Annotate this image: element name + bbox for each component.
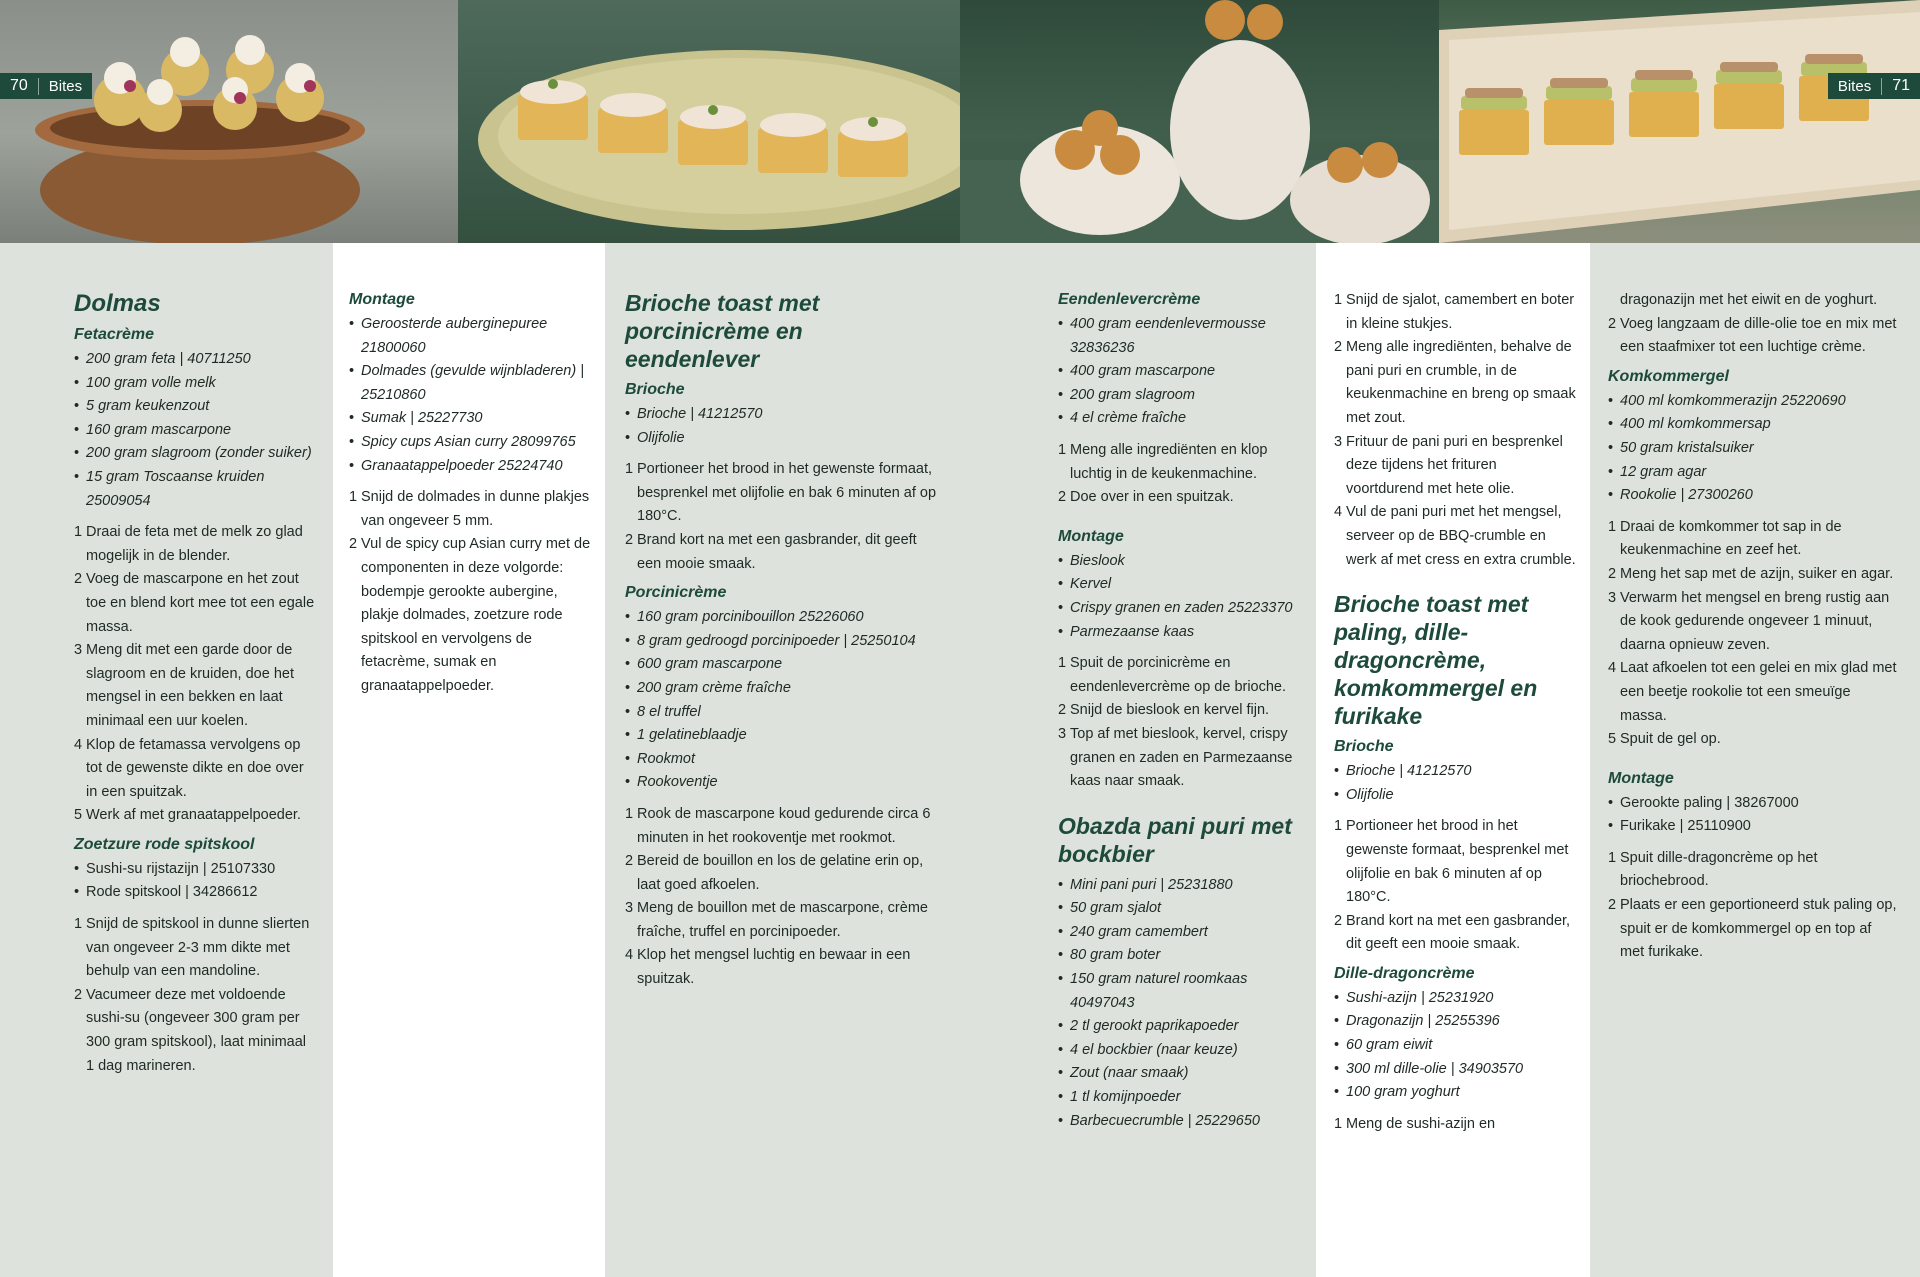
- section-label-left: Bites: [38, 78, 92, 95]
- step-item: 1 Spuit de porcinicrème en eendenlevercrème op de brioche.: [1058, 655, 1287, 695]
- ingredients-montage-porcini: [1058, 550, 1306, 644]
- step-item: 2 Snijd de bieslook en kervel fijn.: [1058, 702, 1270, 719]
- step-item: 3 Meng de bouillon met de mascarpone, crème fraîche, truffel en porcinipoeder.: [625, 900, 928, 940]
- list-item: • 240 gram camembert: [1058, 921, 1306, 945]
- step-item: 1 Meng de sushi-azijn en: [1334, 1115, 1496, 1132]
- photo-strip: [0, 0, 1920, 243]
- list-item: • Brioche | 41212570: [625, 403, 940, 427]
- step-item: 3 Meng dit met een garde door de slagroom en de kruiden, doe het mengsel in een bekken en laat minimaal een uur koelen.: [74, 642, 294, 729]
- list-item: • Furikake | 25110900: [1608, 815, 1898, 839]
- step-item: 4 Klop de fetamassa vervolgens op tot de gewenste dikte en doe over in een spuitzak.: [74, 736, 304, 800]
- list-item: • 200 gram feta | 40711250: [74, 348, 315, 372]
- list-item: • Sushi-su rijstazijn | 25107330: [74, 858, 315, 882]
- list-item: • Zout (naar smaak): [1058, 1062, 1306, 1086]
- step-item: 4 Klop het mengsel luchtig en bewaar in een spuitzak.: [625, 947, 911, 988]
- list-item: • Olijfolie: [1334, 784, 1578, 808]
- steps-montage-porcini: [1058, 652, 1306, 794]
- brioche-porcini-photo-illustration: [458, 0, 960, 243]
- step-item: 2 Vacumeer deze met voldoende sushi-su (ongeveer 300 gram per 300 gram spitskool), laat minimaal 1 dag marineren.: [74, 986, 307, 1074]
- step-item: 2 Brand kort na met een gasbrander, dit geeft een mooie smaak.: [625, 531, 917, 572]
- steps-spitskool: [74, 913, 315, 1078]
- heading-brioche-paling: Brioche: [1334, 738, 1394, 756]
- list-item: • 400 gram eendenlevermousse 32836236: [1058, 313, 1306, 360]
- heading-spitskool: Zoetzure rode spitskool: [74, 835, 255, 853]
- steps-porcinicreme: [625, 803, 940, 992]
- list-item: • Dolmades (gevulde wijnbladeren) | 25210860: [349, 360, 591, 407]
- ingredients-fetacreme: [74, 348, 315, 513]
- photo-dolmas: [0, 0, 458, 243]
- list-item: • 400 ml komkommerazijn 25220690: [1608, 390, 1898, 414]
- obazda-photo-illustration: [960, 0, 1439, 243]
- list-item: • 2 tl gerookt paprikapoeder: [1058, 1015, 1306, 1039]
- list-item: • 300 ml dille-olie | 34903570: [1334, 1058, 1578, 1082]
- step-item: 2 Meng alle ingrediënten, behalve de pani puri en crumble, in de keukenmachine en breng op smaak met zout.: [1334, 339, 1576, 426]
- steps-fetacreme: [74, 521, 315, 828]
- column-dolmas-montage: [333, 243, 605, 1277]
- heading-komkommergel: Komkommergel: [1608, 367, 1729, 385]
- list-item: • Rookolie | 27300260: [1608, 484, 1898, 508]
- step-item: 4 Vul de pani puri met het mengsel, serveer op de BBQ-crumble en werk af met cress en extra crumble.: [1334, 504, 1576, 568]
- step-item: 2 Bereid de bouillon en los de gelatine erin op, laat goed afkoelen.: [625, 853, 924, 893]
- heading-eendenlevercreme: Eendenlevercrème: [1058, 291, 1201, 308]
- photo-brioche-paling: [1439, 0, 1920, 243]
- page-tab-right: [1828, 73, 1920, 99]
- page-tab-left: [0, 73, 92, 99]
- steps-montage-paling: [1608, 847, 1898, 965]
- section-label-right: Bites: [1828, 78, 1882, 95]
- page-number-right: 71: [1882, 77, 1920, 95]
- ingredients-brioche: [625, 403, 940, 450]
- list-item: • 1 tl komijnpoeder: [1058, 1086, 1306, 1110]
- list-item: • 160 gram porcinibouillon 25226060: [625, 606, 940, 630]
- list-item: • Granaatappelpoeder 25224740: [349, 455, 591, 479]
- heading-fetacreme: Fetacrème: [74, 326, 155, 343]
- ingredients-spitskool: [74, 858, 315, 905]
- list-item: • Spicy cups Asian curry 28099765: [349, 431, 591, 455]
- step-item: 2 Doe over in een spuitzak.: [1058, 489, 1234, 506]
- column-obazda-steps-paling: [1316, 243, 1590, 1277]
- list-item: • 8 el truffel: [625, 701, 940, 725]
- list-item: • 4 el bockbier (naar keuze): [1058, 1039, 1306, 1063]
- step-item: 1 Snijd de sjalot, camembert en boter in kleine stukjes.: [1334, 292, 1575, 332]
- list-item: • 50 gram kristalsuiker: [1608, 437, 1898, 461]
- heading-porcinicreme: Porcinicrème: [625, 584, 727, 602]
- step-item: 1 Draai de feta met de melk zo glad mogelijk in de blender.: [74, 524, 303, 564]
- steps-brioche-paling: [1334, 815, 1578, 957]
- step-item: 5 Spuit de gel op.: [1608, 731, 1721, 748]
- steps-eendenlevercreme: [1058, 439, 1306, 510]
- list-item: • Bieslook: [1058, 550, 1306, 574]
- list-item: • 1 gelatineblaadje: [625, 724, 940, 748]
- list-item: • 160 gram mascarpone: [74, 419, 315, 443]
- heading-montage-paling: Montage: [1608, 769, 1674, 787]
- heading-brioche: Brioche: [625, 381, 685, 398]
- steps-obazda: [1334, 289, 1578, 572]
- list-item: • Sumak | 25227730: [349, 407, 591, 431]
- recipe-title-obazda: Obazda pani puri met bockbier: [1058, 812, 1292, 867]
- list-item: • Dragonazijn | 25255396: [1334, 1010, 1578, 1034]
- ingredients-obazda: [1058, 874, 1306, 1134]
- list-item: • Olijfolie: [625, 427, 940, 451]
- list-item: • Barbecuecrumble | 25229650: [1058, 1110, 1306, 1134]
- step-item: 1 Portioneer het brood in het gewenste formaat, besprenkel met olijfolie en bak 6 minuten af op 180°C.: [1334, 818, 1569, 906]
- list-item: • 4 el crème fraîche: [1058, 407, 1306, 431]
- step-item: 1 Snijd de spitskool in dunne slierten van ongeveer 2-3 mm dikte met behulp van een mandoline.: [74, 916, 310, 980]
- ingredients-komkommergel: [1608, 390, 1898, 508]
- list-item: • 15 gram Toscaanse kruiden 25009054: [74, 466, 315, 513]
- step-item: 2 Meng het sap met de azijn, suiker en agar.: [1608, 565, 1894, 582]
- column-komkommergel-montage: [1590, 243, 1920, 1277]
- ingredients-porcinicreme: [625, 606, 940, 795]
- list-item: • 100 gram volle melk: [74, 372, 315, 396]
- list-item: • Gerookte paling | 38267000: [1608, 792, 1898, 816]
- list-item: • 5 gram keukenzout: [74, 395, 315, 419]
- step-item: 2 Vul de spicy cup Asian curry met de componenten in deze volgorde: bodempje gerookte aubergine, plakje dolmades, zoetzure rode spitskool en vervolgens de fetacrème, sumak en granaatappelpoeder.: [349, 536, 591, 694]
- ingredients-montage-dolmas: [349, 313, 591, 478]
- ingredients-eendenlevercreme: [1058, 313, 1306, 431]
- step-item: 1 Snijd de dolmades in dunne plakjes van ongeveer 5 mm.: [349, 489, 590, 529]
- list-item: • 150 gram naturel roomkaas 40497043: [1058, 968, 1306, 1015]
- steps-dille-dragoncreme-start: [1334, 1113, 1578, 1137]
- step-item: 3 Frituur de pani puri en besprenkel deze tijdens het frituren voortdurend met hete olie.: [1334, 433, 1563, 497]
- step-item: 5 Werk af met granaatappelpoeder.: [74, 807, 301, 824]
- step-item: 2 Plaats er een geportioneerd stuk paling op, spuit er de komkommergel op en top af met furikake.: [1608, 897, 1897, 961]
- step-item: 1 Draai de komkommer tot sap in de keukenmachine en zeef het.: [1608, 518, 1842, 559]
- steps-montage-dolmas: [349, 486, 591, 698]
- step-item: 1 Meng alle ingrediënten en klop luchtig in de keukenmachine.: [1058, 441, 1268, 482]
- list-item: • Brioche | 41212570: [1334, 760, 1578, 784]
- list-item: • 400 gram mascarpone: [1058, 360, 1306, 384]
- list-item: • 600 gram mascarpone: [625, 653, 940, 677]
- list-item: • Sushi-azijn | 25231920: [1334, 987, 1578, 1011]
- list-item: • 100 gram yoghurt: [1334, 1081, 1578, 1105]
- heading-dille-dragoncreme: Dille-dragoncrème: [1334, 964, 1475, 982]
- step-item: 2 Voeg langzaam de dille-olie toe en mix met een staafmixer tot een luchtige crème.: [1608, 315, 1897, 356]
- ingredients-brioche-paling: [1334, 760, 1578, 807]
- step-item: 3 Verwarm het mengsel en breng rustig aan de kook gedurende ongeveer 1 minuut, daarna opnieuw zeven.: [1608, 589, 1890, 653]
- list-item: • Parmezaanse kaas: [1058, 621, 1306, 645]
- list-item: • Kervel: [1058, 573, 1306, 597]
- list-item: • 8 gram gedroogd porcinipoeder | 25250104: [625, 630, 940, 654]
- step-item: 2 Voeg de mascarpone en het zout toe en blend kort mee tot een egale massa.: [74, 571, 315, 635]
- step-continuation: dragonazijn met het eiwit en de yoghurt.: [1620, 292, 1878, 308]
- list-item: • 200 gram slagroom: [1058, 384, 1306, 408]
- list-item: • 200 gram crème fraîche: [625, 677, 940, 701]
- list-item: • Rode spitskool | 34286612: [74, 881, 315, 905]
- photo-obazda-pani-puri: [960, 0, 1439, 243]
- recipe-title-brioche-porcini: Brioche toast met porcinicrème en eendenlever: [625, 290, 820, 372]
- list-item: • 12 gram agar: [1608, 461, 1898, 485]
- list-item: • 80 gram boter: [1058, 944, 1306, 968]
- ingredients-dille-dragoncreme: [1334, 987, 1578, 1105]
- list-item: • Rookoventje: [625, 771, 940, 795]
- column-eendenlever-obazda: [960, 243, 1316, 1277]
- column-brioche-porcini: [605, 243, 960, 1277]
- list-item: • 60 gram eiwit: [1334, 1034, 1578, 1058]
- column-dolmas: [0, 243, 333, 1277]
- list-item: • Crispy granen en zaden 25223370: [1058, 597, 1306, 621]
- steps-komkommergel: [1608, 516, 1898, 752]
- brioche-paling-photo-illustration: [1439, 0, 1920, 243]
- list-item: • 400 ml komkommersap: [1608, 413, 1898, 437]
- page-number-left: 70: [0, 77, 38, 95]
- step-item: 1 Rook de mascarpone koud gedurende circa 6 minuten in het rookoventje met rookmot.: [625, 805, 931, 846]
- heading-montage-porcini: Montage: [1058, 527, 1124, 545]
- recipe-title-brioche-paling: Brioche toast met paling, dille-dragoncrème, komkommergel en furikake: [1334, 591, 1538, 730]
- list-item: • Rookmot: [625, 748, 940, 772]
- list-item: • Geroosterde auberginepuree 21800060: [349, 313, 591, 360]
- steps-dille-dragoncreme: [1608, 313, 1898, 360]
- recipe-title-dolmas: Dolmas: [74, 290, 161, 317]
- list-item: • 50 gram sjalot: [1058, 897, 1306, 921]
- step-item: 1 Spuit dille-dragoncrème op het briochebrood.: [1608, 849, 1818, 890]
- step-item: 3 Top af met bieslook, kervel, crispy granen en zaden en Parmezaanse kaas naar smaak.: [1058, 725, 1293, 790]
- steps-brioche: [625, 458, 940, 576]
- step-item: 2 Brand kort na met een gasbrander, dit geeft een mooie smaak.: [1334, 912, 1571, 953]
- photo-brioche-porcini: [458, 0, 960, 243]
- step-item: 4 Laat afkoelen tot een gelei en mix glad met een beetje rookolie tot een smeuïge massa.: [1608, 660, 1897, 724]
- list-item: • Mini pani puri | 25231880: [1058, 874, 1306, 898]
- step-item: 1 Portioneer het brood in het gewenste formaat, besprenkel met olijfolie en bak 6 minuten af op 180°C.: [625, 461, 937, 525]
- list-item: • 200 gram slagroom (zonder suiker): [74, 442, 315, 466]
- ingredients-montage-paling: [1608, 792, 1898, 839]
- dolmas-photo-illustration: [0, 0, 458, 243]
- heading-montage-dolmas: Montage: [349, 291, 415, 308]
